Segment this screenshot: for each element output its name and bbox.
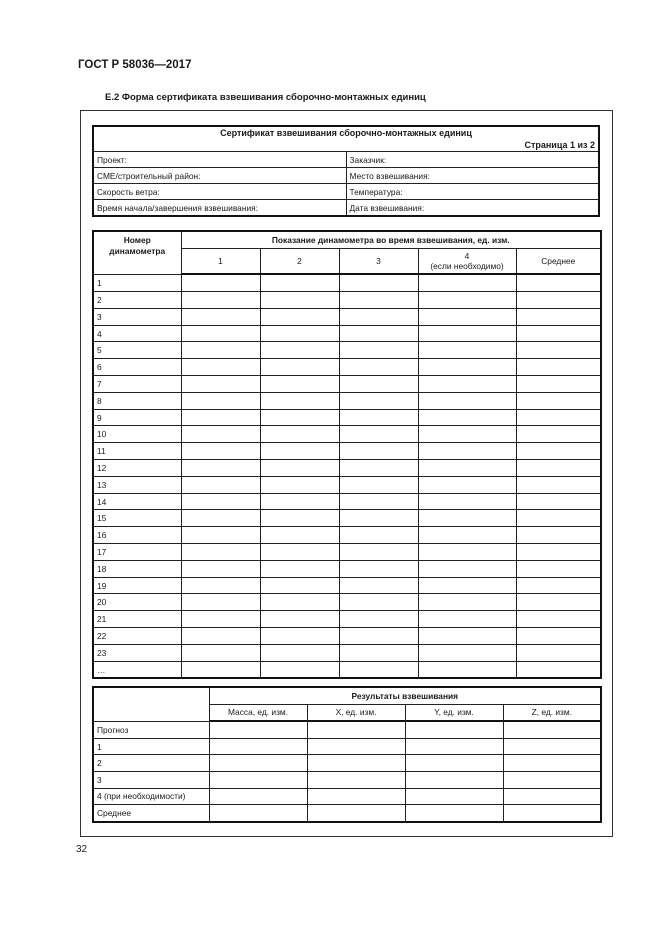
- reading-cell[interactable]: [516, 292, 601, 309]
- reading-cell[interactable]: [181, 628, 260, 645]
- results-row: [93, 721, 601, 738]
- results-cell[interactable]: [405, 738, 503, 755]
- results-row: [93, 771, 601, 788]
- results-cell[interactable]: [405, 805, 503, 822]
- reading-cell[interactable]: [339, 644, 418, 661]
- results-cell[interactable]: [307, 771, 405, 788]
- reading-cell[interactable]: [339, 376, 418, 393]
- annex-title: Е.2 Форма сертификата взвешивания сборочно-монтажных единиц: [105, 92, 426, 103]
- reading-cell[interactable]: [516, 577, 601, 594]
- reading-row-number: 9: [93, 409, 181, 426]
- reading-cell[interactable]: [516, 527, 601, 544]
- reading-row-number: 22: [93, 628, 181, 645]
- reading-row: [93, 409, 601, 426]
- results-cell[interactable]: [503, 738, 601, 755]
- reading-cell[interactable]: [418, 644, 516, 661]
- reading-row-number: 2: [93, 292, 181, 309]
- results-row-label: 1: [93, 738, 209, 755]
- reading-cell[interactable]: [418, 308, 516, 325]
- reading-cell[interactable]: [260, 493, 339, 510]
- reading-cell[interactable]: [260, 527, 339, 544]
- readings-col-4-note: (если необходимо): [430, 261, 504, 272]
- reading-cell[interactable]: [181, 325, 260, 342]
- reading-cell[interactable]: [339, 359, 418, 376]
- readings-col-4: [418, 248, 516, 274]
- reading-cell[interactable]: [260, 460, 339, 477]
- reading-row: [93, 274, 601, 291]
- reading-cell[interactable]: [339, 325, 418, 342]
- reading-row: [93, 359, 601, 376]
- reading-cell[interactable]: [339, 560, 418, 577]
- results-cell[interactable]: [209, 805, 307, 822]
- reading-row: [93, 611, 601, 628]
- results-cell[interactable]: [209, 771, 307, 788]
- reading-cell[interactable]: [181, 661, 260, 678]
- reading-cell[interactable]: [181, 274, 260, 291]
- reading-cell[interactable]: [516, 661, 601, 678]
- results-cell[interactable]: [405, 755, 503, 772]
- reading-cell[interactable]: [339, 460, 418, 477]
- reading-row-number: 15: [93, 510, 181, 527]
- reading-row: [93, 426, 601, 443]
- reading-row-number: 6: [93, 359, 181, 376]
- reading-row-number: 23: [93, 644, 181, 661]
- reading-row: [93, 325, 601, 342]
- reading-cell[interactable]: [339, 628, 418, 645]
- reading-row-number: 3: [93, 308, 181, 325]
- results-row: [93, 755, 601, 772]
- results-cell[interactable]: [503, 755, 601, 772]
- reading-cell[interactable]: [418, 560, 516, 577]
- results-group-header: Результаты взвешивания: [209, 687, 601, 704]
- reading-row-number: 18: [93, 560, 181, 577]
- reading-cell[interactable]: [516, 560, 601, 577]
- reading-cell[interactable]: [418, 510, 516, 527]
- reading-cell[interactable]: [181, 460, 260, 477]
- reading-cell[interactable]: [181, 560, 260, 577]
- results-row-label: 3: [93, 771, 209, 788]
- reading-cell[interactable]: [260, 409, 339, 426]
- reading-cell[interactable]: [516, 628, 601, 645]
- reading-cell[interactable]: [418, 342, 516, 359]
- results-row-label: Прогноз: [93, 721, 209, 738]
- reading-cell[interactable]: [181, 426, 260, 443]
- reading-cell[interactable]: [339, 476, 418, 493]
- reading-row-number: 21: [93, 611, 181, 628]
- reading-cell[interactable]: [260, 628, 339, 645]
- reading-cell[interactable]: [339, 611, 418, 628]
- results-cell[interactable]: [405, 788, 503, 805]
- certificate-field-right[interactable]: Дата взвешивания:: [346, 200, 599, 217]
- reading-row-number: 8: [93, 392, 181, 409]
- reading-cell[interactable]: [181, 644, 260, 661]
- reading-cell[interactable]: [418, 544, 516, 561]
- reading-cell[interactable]: [339, 661, 418, 678]
- standard-header: ГОСТ Р 58036—2017: [78, 59, 192, 71]
- reading-cell[interactable]: [260, 292, 339, 309]
- reading-cell[interactable]: [516, 274, 601, 291]
- reading-cell[interactable]: [418, 426, 516, 443]
- reading-row-number: 4: [93, 325, 181, 342]
- reading-cell[interactable]: [418, 376, 516, 393]
- reading-cell[interactable]: [181, 292, 260, 309]
- results-row-label: 2: [93, 755, 209, 772]
- dynamometer-number-header: Номер динамометра: [93, 231, 181, 274]
- results-cell[interactable]: [209, 738, 307, 755]
- results-row: [93, 738, 601, 755]
- reading-cell[interactable]: [418, 476, 516, 493]
- certificate-field-right[interactable]: Температура:: [346, 184, 599, 200]
- reading-row-number: 1: [93, 274, 181, 291]
- certificate-field-row: [93, 200, 599, 217]
- page-number: 32: [76, 844, 88, 855]
- reading-cell[interactable]: [418, 594, 516, 611]
- reading-cell[interactable]: [260, 611, 339, 628]
- reading-cell[interactable]: [260, 577, 339, 594]
- results-cell[interactable]: [209, 721, 307, 738]
- results-cell[interactable]: [405, 771, 503, 788]
- reading-cell[interactable]: [516, 426, 601, 443]
- reading-cell[interactable]: [181, 392, 260, 409]
- results-row-label: Среднее: [93, 805, 209, 822]
- reading-cell[interactable]: [516, 359, 601, 376]
- reading-cell[interactable]: [516, 443, 601, 460]
- reading-row: [93, 644, 601, 661]
- reading-cell[interactable]: [339, 292, 418, 309]
- reading-row-number: …: [93, 661, 181, 678]
- reading-cell[interactable]: [181, 308, 260, 325]
- reading-cell[interactable]: [516, 644, 601, 661]
- reading-cell[interactable]: [516, 342, 601, 359]
- reading-cell[interactable]: [339, 409, 418, 426]
- reading-cell[interactable]: [516, 392, 601, 409]
- certificate-field-row: [93, 184, 599, 200]
- reading-cell[interactable]: [260, 443, 339, 460]
- reading-cell[interactable]: [339, 426, 418, 443]
- reading-cell[interactable]: [516, 460, 601, 477]
- reading-row-number: 14: [93, 493, 181, 510]
- reading-cell[interactable]: [181, 577, 260, 594]
- reading-row: [93, 308, 601, 325]
- reading-row-number: 13: [93, 476, 181, 493]
- certificate-title: Сертификат взвешивания сборочно-монтажных единиц: [93, 126, 599, 139]
- reading-row: [93, 527, 601, 544]
- reading-cell[interactable]: [339, 392, 418, 409]
- reading-row-number: 19: [93, 577, 181, 594]
- reading-row: [93, 661, 601, 678]
- reading-cell[interactable]: [339, 594, 418, 611]
- weighing-results-table: [92, 686, 602, 823]
- reading-cell[interactable]: [181, 611, 260, 628]
- reading-cell[interactable]: [418, 611, 516, 628]
- reading-cell[interactable]: [418, 527, 516, 544]
- results-row-label: 4 (при необходимости): [93, 788, 209, 805]
- reading-cell[interactable]: [339, 308, 418, 325]
- certificate-field-left[interactable]: Проект:: [93, 152, 346, 168]
- dynamometer-readings-table: [92, 230, 602, 679]
- reading-cell[interactable]: [181, 510, 260, 527]
- reading-cell[interactable]: [339, 274, 418, 291]
- certificate-field-row: [93, 152, 599, 168]
- results-row: [93, 788, 601, 805]
- results-cell[interactable]: [307, 805, 405, 822]
- reading-cell[interactable]: [516, 325, 601, 342]
- reading-row-number: 5: [93, 342, 181, 359]
- reading-cell[interactable]: [418, 460, 516, 477]
- reading-cell[interactable]: [260, 510, 339, 527]
- certificate-field-left[interactable]: СМЕ/строительный район:: [93, 168, 346, 184]
- readings-col-2: 2: [260, 248, 339, 274]
- reading-row: [93, 560, 601, 577]
- reading-row-number: 7: [93, 376, 181, 393]
- reading-cell[interactable]: [418, 409, 516, 426]
- results-col-header: Z, ед. изм.: [503, 704, 601, 721]
- results-col-header: Y, ед. изм.: [405, 704, 503, 721]
- results-cell[interactable]: [405, 721, 503, 738]
- reading-row-number: 16: [93, 527, 181, 544]
- reading-cell[interactable]: [181, 527, 260, 544]
- reading-cell[interactable]: [260, 274, 339, 291]
- reading-cell[interactable]: [181, 359, 260, 376]
- reading-cell[interactable]: [260, 376, 339, 393]
- page-indicator: Страница 1 из 2: [93, 139, 599, 152]
- certificate-field-row: [93, 168, 599, 184]
- reading-cell[interactable]: [516, 308, 601, 325]
- reading-row: [93, 292, 601, 309]
- reading-cell[interactable]: [260, 342, 339, 359]
- reading-cell[interactable]: [516, 409, 601, 426]
- reading-cell[interactable]: [181, 594, 260, 611]
- reading-cell[interactable]: [181, 476, 260, 493]
- results-cell[interactable]: [307, 738, 405, 755]
- reading-cell[interactable]: [181, 443, 260, 460]
- reading-cell[interactable]: [181, 544, 260, 561]
- reading-cell[interactable]: [418, 493, 516, 510]
- results-cell[interactable]: [503, 721, 601, 738]
- readings-col-average: Среднее: [516, 248, 601, 274]
- reading-cell[interactable]: [181, 342, 260, 359]
- reading-row-number: 20: [93, 594, 181, 611]
- reading-cell[interactable]: [260, 426, 339, 443]
- reading-cell[interactable]: [339, 544, 418, 561]
- reading-cell[interactable]: [181, 376, 260, 393]
- reading-cell[interactable]: [418, 274, 516, 291]
- reading-row-number: 10: [93, 426, 181, 443]
- reading-cell[interactable]: [418, 325, 516, 342]
- certificate-field-right[interactable]: Заказчик:: [346, 152, 599, 168]
- certificate-field-left[interactable]: Скорость ветра:: [93, 184, 346, 200]
- reading-cell[interactable]: [260, 476, 339, 493]
- results-row: [93, 805, 601, 822]
- results-cell[interactable]: [503, 788, 601, 805]
- reading-cell[interactable]: [418, 443, 516, 460]
- reading-row: [93, 392, 601, 409]
- reading-cell[interactable]: [516, 544, 601, 561]
- reading-cell[interactable]: [339, 443, 418, 460]
- reading-cell[interactable]: [418, 392, 516, 409]
- reading-row: [93, 594, 601, 611]
- results-cell[interactable]: [503, 771, 601, 788]
- reading-cell[interactable]: [418, 577, 516, 594]
- readings-col-3: 3: [339, 248, 418, 274]
- reading-cell[interactable]: [260, 325, 339, 342]
- reading-row: [93, 493, 601, 510]
- reading-cell[interactable]: [516, 611, 601, 628]
- readings-group-header: Показание динамометра во время взвешивания, ед. изм.: [181, 231, 601, 248]
- reading-cell[interactable]: [339, 493, 418, 510]
- certificate-header-table: [92, 125, 600, 217]
- reading-cell[interactable]: [516, 493, 601, 510]
- reading-row: [93, 460, 601, 477]
- readings-col-4-number: 4: [464, 251, 470, 262]
- certificate-field-left[interactable]: Время начала/завершения взвешивания:: [93, 200, 346, 217]
- reading-cell[interactable]: [339, 577, 418, 594]
- reading-row: [93, 443, 601, 460]
- reading-row: [93, 476, 601, 493]
- reading-cell[interactable]: [260, 359, 339, 376]
- results-corner-cell: [93, 687, 209, 721]
- reading-cell[interactable]: [260, 644, 339, 661]
- results-cell[interactable]: [503, 805, 601, 822]
- results-col-header: X, ед. изм.: [307, 704, 405, 721]
- results-col-header: Масса, ед. изм.: [209, 704, 307, 721]
- reading-cell[interactable]: [260, 308, 339, 325]
- reading-cell[interactable]: [260, 392, 339, 409]
- reading-cell[interactable]: [516, 476, 601, 493]
- reading-cell[interactable]: [181, 493, 260, 510]
- reading-cell[interactable]: [516, 510, 601, 527]
- reading-row: [93, 628, 601, 645]
- reading-row: [93, 577, 601, 594]
- reading-row: [93, 342, 601, 359]
- results-cell[interactable]: [209, 755, 307, 772]
- results-cell[interactable]: [307, 755, 405, 772]
- reading-cell[interactable]: [260, 661, 339, 678]
- results-cell[interactable]: [307, 721, 405, 738]
- results-cell[interactable]: [209, 788, 307, 805]
- reading-cell[interactable]: [516, 376, 601, 393]
- results-cell[interactable]: [307, 788, 405, 805]
- reading-cell[interactable]: [418, 661, 516, 678]
- reading-cell[interactable]: [260, 560, 339, 577]
- reading-cell[interactable]: [339, 510, 418, 527]
- reading-cell[interactable]: [418, 292, 516, 309]
- reading-row: [93, 544, 601, 561]
- reading-row: [93, 376, 601, 393]
- reading-row: [93, 510, 601, 527]
- reading-cell[interactable]: [260, 594, 339, 611]
- reading-cell[interactable]: [418, 359, 516, 376]
- reading-cell[interactable]: [418, 628, 516, 645]
- reading-cell[interactable]: [181, 409, 260, 426]
- reading-cell[interactable]: [339, 342, 418, 359]
- reading-row-number: 12: [93, 460, 181, 477]
- readings-col-1: 1: [181, 248, 260, 274]
- reading-cell[interactable]: [339, 527, 418, 544]
- reading-cell[interactable]: [516, 594, 601, 611]
- reading-cell[interactable]: [260, 544, 339, 561]
- certificate-field-right[interactable]: Место взвешивания:: [346, 168, 599, 184]
- reading-row-number: 17: [93, 544, 181, 561]
- reading-row-number: 11: [93, 443, 181, 460]
